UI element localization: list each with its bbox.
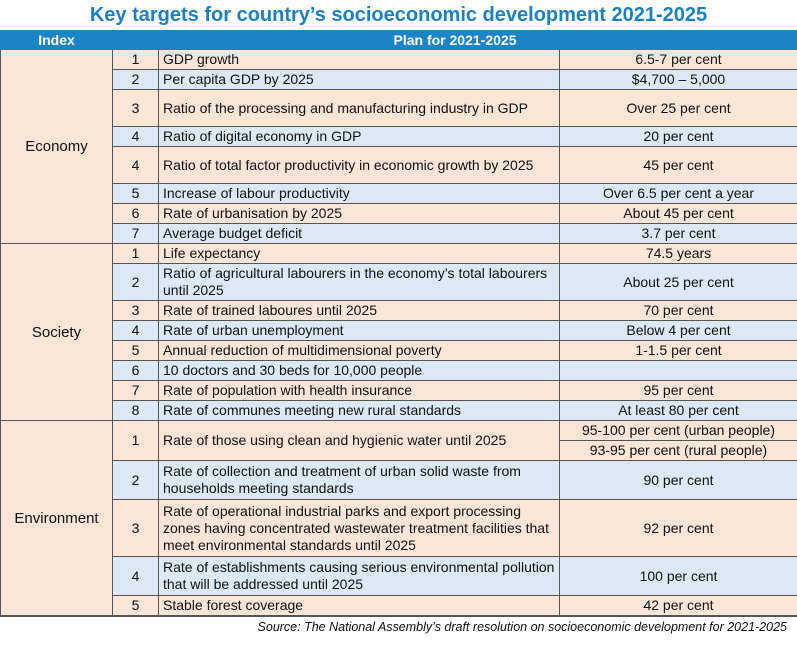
row-number: 1 bbox=[113, 421, 159, 461]
table-row bbox=[1, 461, 797, 500]
row-number: 4 bbox=[113, 557, 159, 596]
row-number: 7 bbox=[113, 381, 159, 401]
target-item: Rate of population with health insurance bbox=[159, 381, 560, 401]
row-number: 8 bbox=[113, 401, 159, 421]
table-row bbox=[1, 224, 797, 244]
table-row bbox=[1, 204, 797, 224]
target-value: At least 80 per cent bbox=[560, 401, 797, 421]
target-item: Stable forest coverage bbox=[159, 596, 560, 616]
target-value: 3.7 per cent bbox=[560, 224, 797, 244]
row-number: 3 bbox=[113, 500, 159, 557]
target-item: Rate of establishments causing serious environmental pollution that will be addressed until 2025 bbox=[159, 557, 560, 596]
targets-table bbox=[0, 30, 797, 616]
target-value: 95-100 per cent (urban people) bbox=[560, 421, 797, 441]
target-item: Rate of urbanisation by 2025 bbox=[159, 204, 560, 224]
target-value: 100 per cent bbox=[560, 557, 797, 596]
row-number: 5 bbox=[113, 341, 159, 361]
category-cell: Society bbox=[1, 244, 113, 421]
target-item: Increase of labour productivity bbox=[159, 184, 560, 204]
table-row bbox=[1, 557, 797, 596]
table-row bbox=[1, 361, 797, 381]
table-row bbox=[1, 244, 797, 264]
target-value: 93-95 per cent (rural people) bbox=[560, 441, 797, 461]
table-row bbox=[1, 70, 797, 90]
row-number: 2 bbox=[113, 461, 159, 500]
table-row bbox=[1, 381, 797, 401]
target-item: Rate of urban unemployment bbox=[159, 321, 560, 341]
table-row bbox=[1, 50, 797, 70]
row-number: 4 bbox=[113, 321, 159, 341]
source-note: Source: The National Assembly’s draft resolution on socioeconomic development for 2021-2025 bbox=[0, 616, 797, 637]
row-number: 5 bbox=[113, 596, 159, 616]
row-number: 4 bbox=[113, 147, 159, 184]
table-row bbox=[1, 147, 797, 184]
target-value: Over 25 per cent bbox=[560, 90, 797, 127]
target-item: Rate of communes meeting new rural standards bbox=[159, 401, 560, 421]
category-cell: Economy bbox=[1, 50, 113, 244]
target-item: Life expectancy bbox=[159, 244, 560, 264]
row-number: 6 bbox=[113, 361, 159, 381]
table-row bbox=[1, 301, 797, 321]
row-number: 5 bbox=[113, 184, 159, 204]
target-item: Rate of collection and treatment of urban solid waste from households meeting standards bbox=[159, 461, 560, 500]
target-value: About 45 per cent bbox=[560, 204, 797, 224]
category-cell: Environment bbox=[1, 421, 113, 616]
target-value: 70 per cent bbox=[560, 301, 797, 321]
target-value: 6.5-7 per cent bbox=[560, 50, 797, 70]
target-item: 10 doctors and 30 beds for 10,000 people bbox=[159, 361, 560, 381]
table-row bbox=[1, 127, 797, 147]
target-value: 90 per cent bbox=[560, 461, 797, 500]
target-value: About 25 per cent bbox=[560, 264, 797, 301]
target-value: 95 per cent bbox=[560, 381, 797, 401]
target-value: $4,700 – 5,000 bbox=[560, 70, 797, 90]
target-value: 74.5 years bbox=[560, 244, 797, 264]
target-item: Rate of trained laboures until 2025 bbox=[159, 301, 560, 321]
target-item: Per capita GDP by 2025 bbox=[159, 70, 560, 90]
target-value: Over 6.5 per cent a year bbox=[560, 184, 797, 204]
target-item: Ratio of total factor productivity in economic growth by 2025 bbox=[159, 147, 560, 184]
table-row bbox=[1, 321, 797, 341]
row-number: 3 bbox=[113, 301, 159, 321]
row-number: 1 bbox=[113, 244, 159, 264]
index-header: Index bbox=[1, 31, 113, 50]
table-row bbox=[1, 401, 797, 421]
table-row bbox=[1, 596, 797, 616]
table-row bbox=[1, 341, 797, 361]
target-item: Rate of operational industrial parks and export processing zones having concentrated wastewater treatment facilities that meet environmental standards until 2025 bbox=[159, 500, 560, 557]
table-title: Key targets for country’s socioeconomic development 2021-2025 bbox=[89, 4, 708, 26]
plan-header: Plan for 2021-2025 bbox=[113, 31, 797, 50]
table-row bbox=[1, 184, 797, 204]
target-item: Average budget deficit bbox=[159, 224, 560, 244]
target-value: 45 per cent bbox=[560, 147, 797, 184]
row-number: 4 bbox=[113, 127, 159, 147]
target-item: GDP growth bbox=[159, 50, 560, 70]
table-row bbox=[1, 500, 797, 557]
table-body bbox=[1, 50, 797, 616]
target-value: 92 per cent bbox=[560, 500, 797, 557]
row-number: 3 bbox=[113, 90, 159, 127]
table-row bbox=[1, 421, 797, 441]
target-value: Below 4 per cent bbox=[560, 321, 797, 341]
target-item: Rate of those using clean and hygienic water until 2025 bbox=[159, 421, 560, 461]
target-value bbox=[560, 361, 797, 381]
target-value: 42 per cent bbox=[560, 596, 797, 616]
header-row bbox=[1, 31, 797, 50]
row-number: 2 bbox=[113, 264, 159, 301]
target-value: 1-1.5 per cent bbox=[560, 341, 797, 361]
table-row bbox=[1, 90, 797, 127]
target-item: Ratio of digital economy in GDP bbox=[159, 127, 560, 147]
target-item: Ratio of agricultural labourers in the economy’s total labourers until 2025 bbox=[159, 264, 560, 301]
target-item: Annual reduction of multidimensional poverty bbox=[159, 341, 560, 361]
target-value: 20 per cent bbox=[560, 127, 797, 147]
table-row bbox=[1, 264, 797, 301]
row-number: 6 bbox=[113, 204, 159, 224]
row-number: 2 bbox=[113, 70, 159, 90]
row-number: 1 bbox=[113, 50, 159, 70]
target-item: Ratio of the processing and manufacturing industry in GDP bbox=[159, 90, 560, 127]
row-number: 7 bbox=[113, 224, 159, 244]
